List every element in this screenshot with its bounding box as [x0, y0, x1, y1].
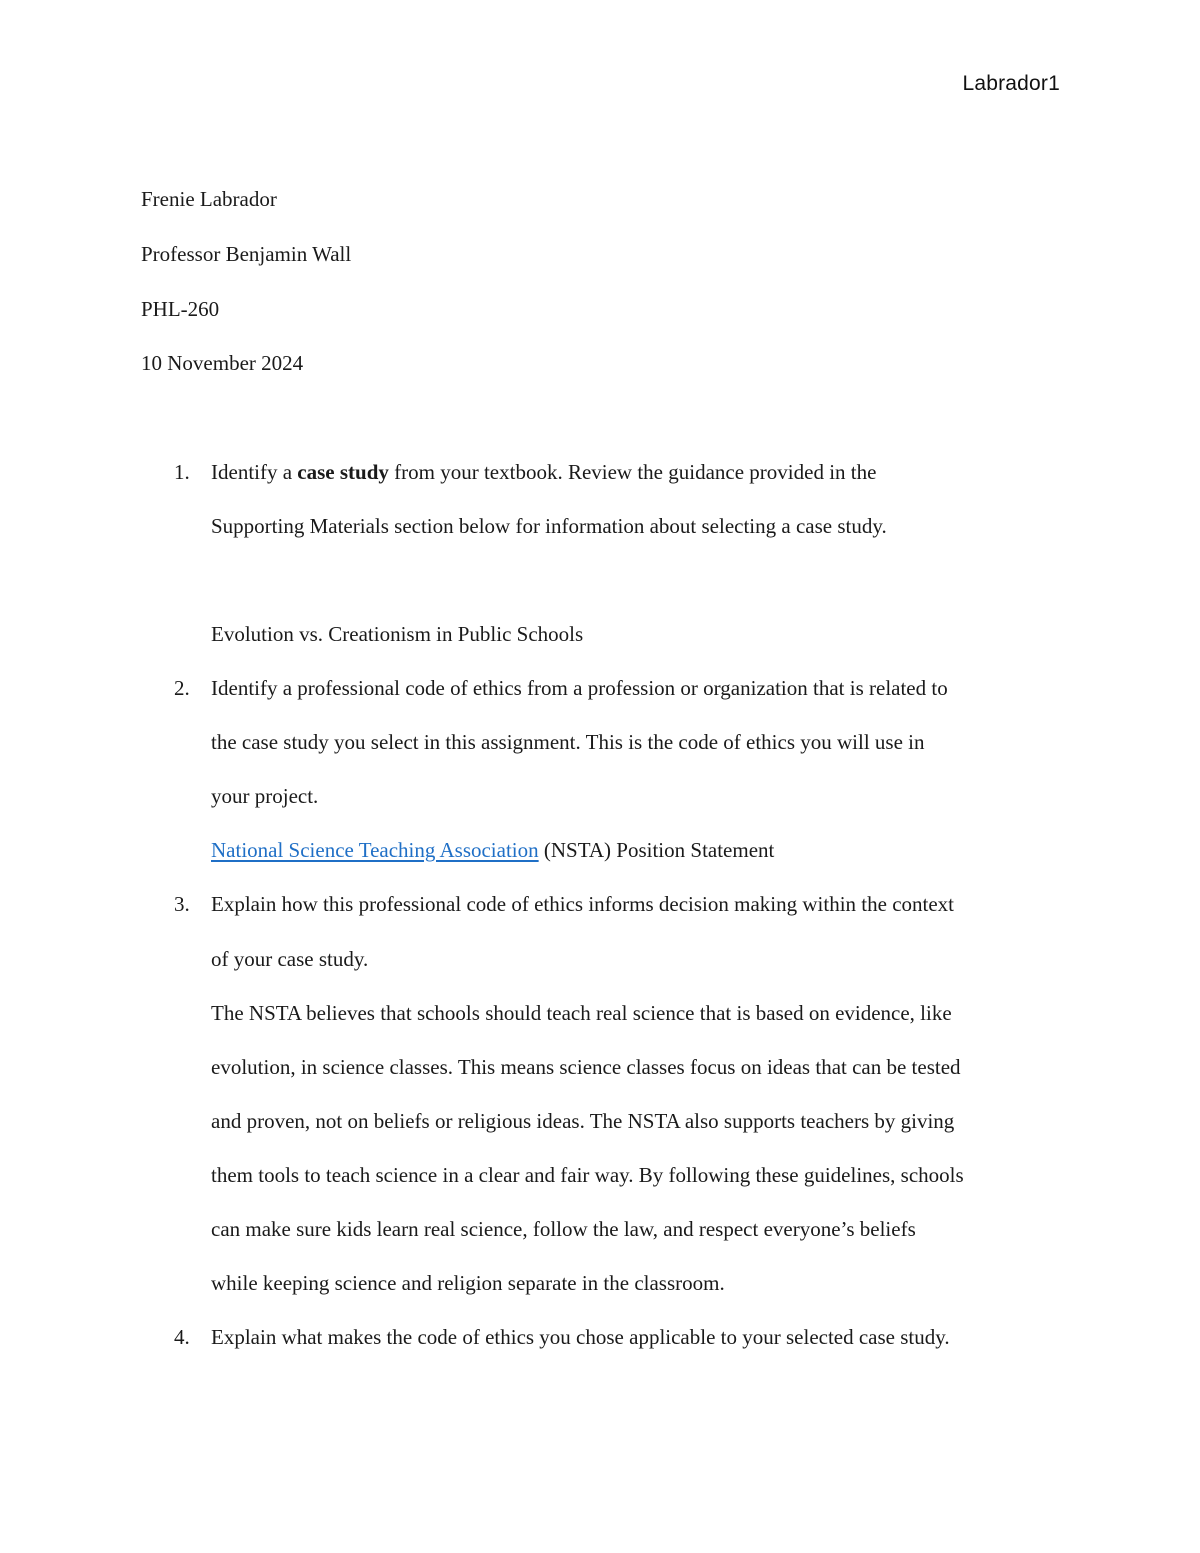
student-name: Frenie Labrador [141, 187, 277, 211]
item-3-answer-line-2: evolution, in science classes. This means science classes focus on ideas that can be tested [211, 1055, 961, 1079]
item-2-question-line-2: the case study you select in this assignment. This is the code of ethics you will use in [211, 730, 925, 754]
professor-name: Professor Benjamin Wall [141, 242, 352, 266]
item-3-answer-line-3: and proven, not on beliefs or religious ideas. The NSTA also supports teachers by giving [211, 1109, 955, 1133]
item-2-number: 2. [174, 676, 190, 700]
item-2-answer-rest: (NSTA) Position Statement [538, 838, 775, 862]
item-2-answer [211, 836, 774, 864]
item-1-answer: Evolution vs. Creationism in Public Schools [211, 622, 584, 646]
item-3-question-line-1: Explain how this professional code of ethics informs decision making within the context [211, 892, 955, 916]
item-2-question-line-3: your project. [211, 784, 319, 808]
nsta-link[interactable]: National Science Teaching Association [211, 838, 539, 862]
item-3-number: 3. [174, 892, 190, 916]
item-1-text-b: from your textbook. Review the guidance provided in the [388, 460, 877, 484]
item-1-question-line-1 [211, 458, 876, 486]
item-4-number: 4. [174, 1325, 190, 1349]
item-3-answer-line-4: them tools to teach science in a clear and fair way. By following these guidelines, schools [211, 1163, 964, 1187]
item-2-question-line-1: Identify a professional code of ethics from a profession or organization that is related to [211, 676, 948, 700]
item-1-question-line-2: Supporting Materials section below for information about selecting a case study. [211, 514, 887, 538]
item-1-bold-term: case study [297, 460, 389, 484]
item-1-text-a: Identify a [211, 460, 298, 484]
item-3-answer-line-1: The NSTA believes that schools should teach real science that is based on evidence, like [211, 1001, 952, 1025]
running-head: Labrador1 [962, 72, 1060, 95]
item-3-answer-line-6: while keeping science and religion separate in the classroom. [211, 1271, 725, 1295]
item-3-answer-line-5: can make sure kids learn real science, follow the law, and respect everyone’s beliefs [211, 1217, 916, 1241]
item-1-number: 1. [174, 460, 190, 484]
document-date: 10 November 2024 [141, 351, 304, 375]
item-4-question-line-1: Explain what makes the code of ethics you chose applicable to your selected case study. [211, 1325, 950, 1349]
item-3-question-line-2: of your case study. [211, 947, 369, 971]
course-code: PHL-260 [141, 297, 220, 321]
